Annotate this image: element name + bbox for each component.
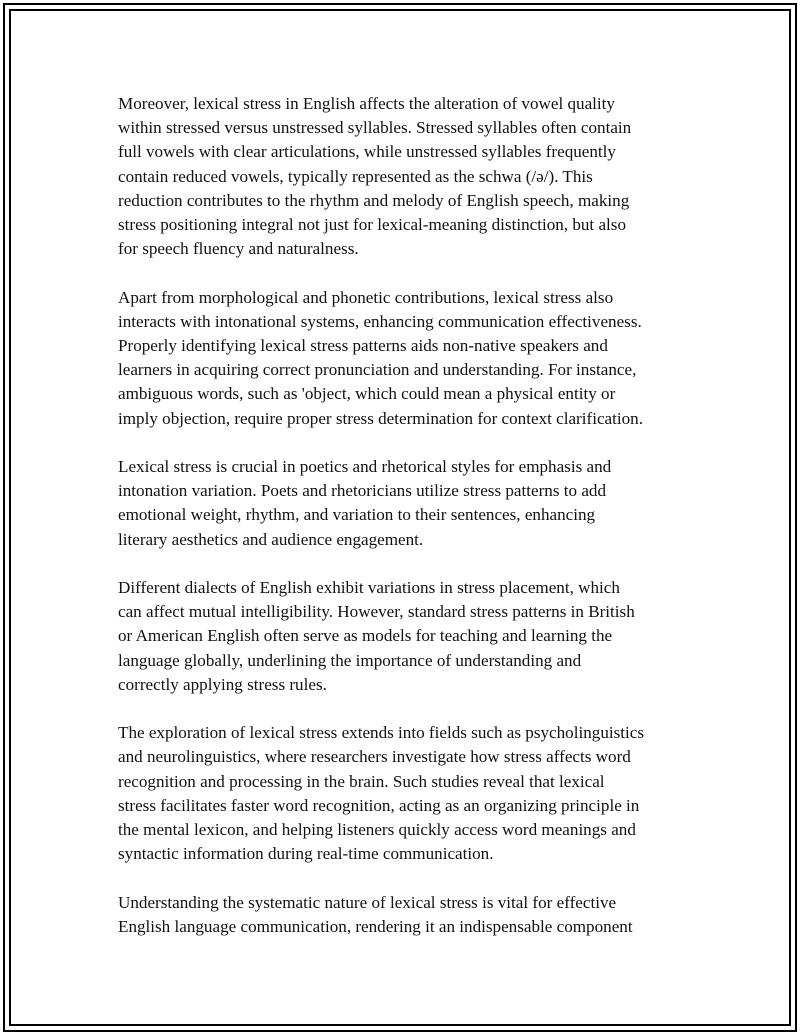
text-line: English language communication, rendering it an indispensable component xyxy=(118,916,633,936)
text-line: for speech fluency and naturalness. xyxy=(118,239,359,259)
text-line: Apart from morphological and phonetic contributions, lexical stress also xyxy=(118,287,614,307)
paragraph xyxy=(118,891,693,939)
text-line: Lexical stress is crucial in poetics and rhetorical styles for emphasis and xyxy=(118,457,612,477)
text-line: can affect mutual intelligibility. However, standard stress patterns in British xyxy=(118,602,635,622)
text-line: literary aesthetics and audience engagement. xyxy=(118,529,424,549)
text-line: full vowels with clear articulations, while unstressed syllables frequently xyxy=(118,142,616,162)
paragraph xyxy=(118,92,693,261)
paragraph xyxy=(118,576,693,697)
text-line: interacts with intonational systems, enhancing communication effectiveness. xyxy=(118,311,642,331)
text-line: emotional weight, rhythm, and variation to their sentences, enhancing xyxy=(118,505,596,525)
text-line: imply objection, require proper stress determination for context clarification. xyxy=(118,408,643,428)
text-line: reduction contributes to the rhythm and melody of English speech, making xyxy=(118,190,630,210)
text-line: stress positioning integral not just for lexical-meaning distinction, but also xyxy=(118,215,626,235)
text-line: language globally, underlining the importance of understanding and xyxy=(118,650,582,670)
text-line: ambiguous words, such as 'object, which could mean a physical entity or xyxy=(118,384,616,404)
text-line: within stressed versus unstressed syllables. Stressed syllables often contain xyxy=(118,118,632,138)
text-line: the mental lexicon, and helping listeners quickly access word meanings and xyxy=(118,820,636,840)
text-line: contain reduced vowels, typically represented as the schwa (/ə/). This xyxy=(118,166,593,186)
text-line: or American English often serve as models for teaching and learning the xyxy=(118,626,613,646)
paragraph xyxy=(118,721,693,866)
text-line: Understanding the systematic nature of lexical stress is vital for effective xyxy=(118,892,617,912)
text-line: The exploration of lexical stress extends into fields such as psycholinguistics xyxy=(118,723,645,743)
text-line: stress facilitates faster word recognition, acting as an organizing principle in xyxy=(118,795,640,815)
document-body xyxy=(118,92,693,963)
text-line: and neurolinguistics, where researchers investigate how stress affects word xyxy=(118,747,631,767)
text-line: intonation variation. Poets and rhetoricians utilize stress patterns to add xyxy=(118,481,607,501)
text-line: Moreover, lexical stress in English affects the alteration of vowel quality xyxy=(118,94,615,113)
text-line: syntactic information during real-time communication. xyxy=(118,844,494,864)
paragraph xyxy=(118,455,693,552)
paragraph xyxy=(118,286,693,431)
text-line: Different dialects of English exhibit variations in stress placement, which xyxy=(118,578,620,598)
text-line: recognition and processing in the brain. Such studies reveal that lexical xyxy=(118,771,605,791)
text-line: Properly identifying lexical stress patterns aids non-native speakers and xyxy=(118,336,608,356)
text-line: learners in acquiring correct pronunciation and understanding. For instance, xyxy=(118,360,637,380)
text-line: correctly applying stress rules. xyxy=(118,674,327,694)
